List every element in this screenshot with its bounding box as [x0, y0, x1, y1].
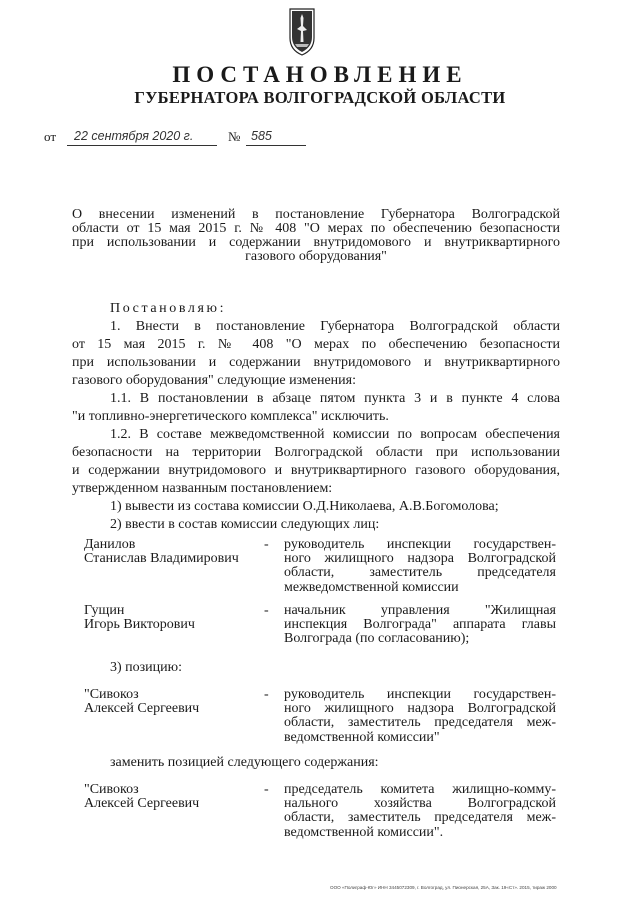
role-line: области, заместитель председателя меж-: [284, 715, 556, 731]
member-role: [284, 538, 556, 595]
role-line: межведомственной комиссии: [284, 579, 459, 595]
member-name: [84, 538, 259, 566]
paragraph-line: 1. Внести в постановление Губернатора Волгоградской области: [110, 319, 560, 334]
document-number: 585: [251, 129, 272, 143]
volgograd-coat-of-arms-icon: [289, 8, 315, 56]
date-underline: [67, 145, 217, 146]
subject-line: газового оборудования": [245, 249, 387, 264]
role-line: председатель комитета жилищно-комму-: [284, 782, 556, 797]
paragraph-line: утвержденном названным постановлением:: [72, 481, 333, 496]
paragraph-line: 1.1. В постановлении в абзаце пятом пункта 3 и в пункте 4 слова: [110, 391, 560, 406]
role-line: руководитель инспекции государствен-: [284, 687, 556, 702]
document-subtitle: ГУБЕРНАТОРА ВОЛГОГРАДСКОЙ ОБЛАСТИ: [134, 88, 506, 107]
number-underline: [246, 145, 306, 146]
role-line: ведомственной комиссии": [284, 729, 440, 745]
role-line: области, заместитель председателя: [284, 565, 556, 581]
member-surname: Данилов: [84, 537, 136, 552]
member-surname: "Сивокоз: [84, 782, 139, 797]
paragraph-line: "и топливно-энергетического комплекса" исключить.: [72, 409, 389, 424]
member-role: [284, 783, 556, 840]
print-footer: ООО «Полиграф-Юг» ИНН 3445072309, г. Волгоград, ул. Пионерская, 25А, Зак. 19«Ст». 2015, тираж 2000: [330, 885, 557, 890]
role-line: ного жилищного надзора Волгоградской: [284, 551, 556, 567]
member-name: [84, 783, 259, 811]
number-label: №: [228, 129, 241, 144]
member-dash: -: [264, 537, 269, 552]
member-dash: -: [264, 603, 269, 618]
paragraph-line: при использовании и содержании внутридомового и внутриквартирного: [72, 355, 560, 370]
member-name: [84, 604, 259, 632]
replace-label: заменить позицией следующего содержания:: [110, 755, 379, 770]
document-subject: [72, 208, 560, 264]
member-dash: -: [264, 782, 269, 797]
role-line: инспекция Волгограда" аппарата главы: [284, 617, 556, 633]
date-number-line: [44, 129, 344, 147]
resolve-heading: Постановляю:: [110, 301, 227, 316]
paragraph-line: газового оборудования" следующие изменения:: [72, 373, 356, 388]
subject-line: при использовании и содержании внутридомового и внутриквартирного: [72, 235, 560, 250]
paragraph-line: и содержании внутридомового и внутриквартирного газового оборудования,: [72, 463, 560, 478]
document-title: ПОСТАНОВЛЕНИЕ: [172, 62, 468, 87]
paragraph-line: от 15 мая 2015 г. № 408 "О мерах по обеспечению безопасности: [72, 337, 560, 352]
role-line: руководитель инспекции государствен-: [284, 537, 556, 552]
member-role: [284, 688, 556, 745]
from-label: от: [44, 129, 57, 144]
member-given-names: Игорь Викторович: [84, 617, 195, 633]
subject-line: О внесении изменений в постановление Губернатора Волгоградской: [72, 207, 560, 222]
list-item: 2) ввести в состав комиссии следующих лиц:: [110, 517, 380, 532]
member-dash: -: [264, 687, 269, 702]
member-given-names: Станислав Владимирович: [84, 551, 239, 567]
role-line: области, заместитель председателя меж-: [284, 810, 556, 826]
role-line: нального хозяйства Волгоградской: [284, 796, 556, 812]
paragraph-line: 1.2. В составе межведомственной комиссии по вопросам обеспечения: [110, 427, 560, 442]
role-line: ведомственной комиссии".: [284, 824, 444, 840]
member-given-names: Алексей Сергеевич: [84, 701, 200, 717]
list-item: 1) вывести из состава комиссии О.Д.Николаева, А.В.Богомолова;: [110, 499, 499, 514]
list-item: 3) позицию:: [110, 660, 183, 675]
document-date: 22 сентября 2020 г.: [74, 129, 194, 143]
member-surname: "Сивокоз: [84, 687, 139, 702]
member-surname: Гущин: [84, 603, 125, 618]
role-line: ного жилищного надзора Волгоградской: [284, 701, 556, 717]
role-line: начальник управления "Жилищная: [284, 603, 556, 618]
role-line: Волгограда (по согласованию);: [284, 631, 470, 647]
document-body: [72, 300, 560, 534]
member-given-names: Алексей Сергеевич: [84, 796, 200, 812]
subject-line: области от 15 мая 2015 г. № 408 "О мерах по обеспечению безопасности: [72, 221, 560, 236]
member-name: [84, 688, 259, 716]
paragraph-line: безопасности на территории Волгоградской области при использовании: [72, 445, 560, 460]
member-role: [284, 604, 556, 647]
